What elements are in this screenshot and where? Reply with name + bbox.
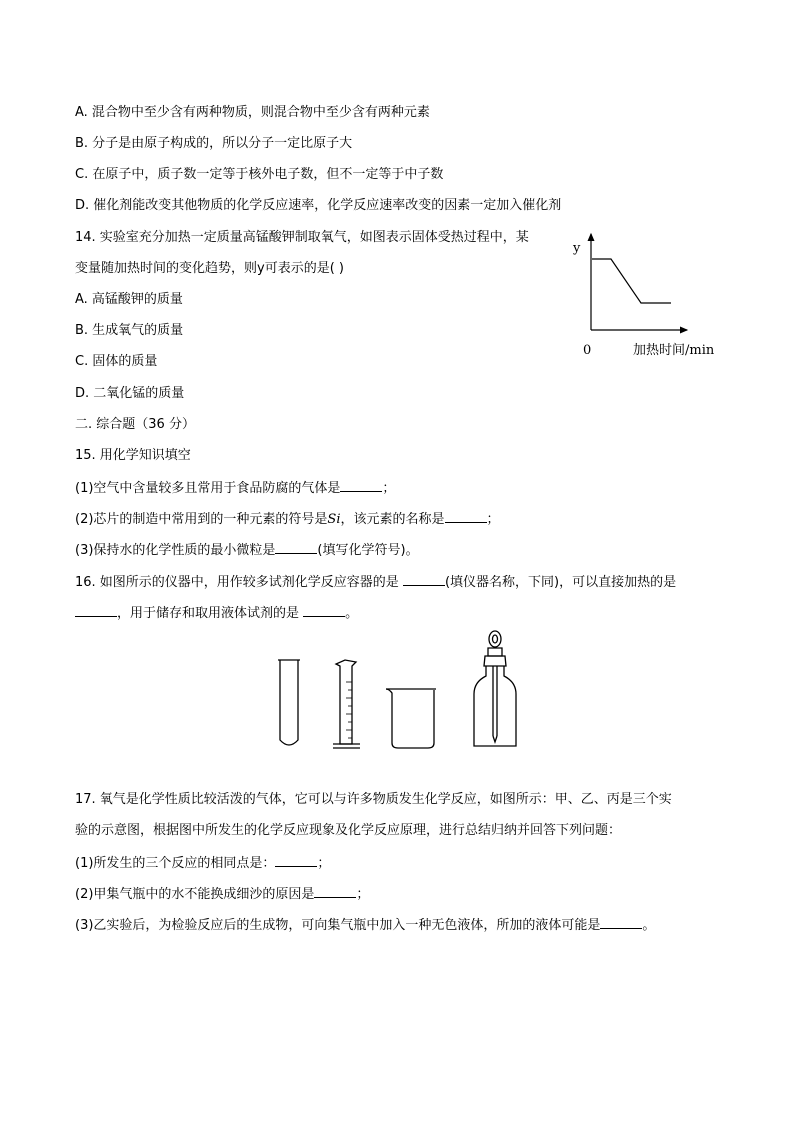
q15-part3-text: (3)保持水的化学性质的最小微粒是 (75, 543, 276, 558)
q16-line1 (75, 573, 676, 591)
q14-option-b: B. 生成氧气的质量 (75, 323, 184, 338)
q17-part3-text: (3)乙实验后，为检验反应后的生成物，可向集气瓶中加入一种无色液体，所加的液体可能是 (75, 918, 601, 933)
q17-part3-end: 。 (642, 918, 656, 933)
q17-part2-text: (2)甲集气瓶中的水不能换成细沙的原因是 (75, 887, 315, 902)
q17-part1-end: ； (317, 856, 331, 871)
x-axis-label: 加热时间/min (633, 343, 715, 358)
answer-blank[interactable] (303, 604, 345, 617)
q15-part1-end: ； (382, 481, 396, 496)
q15-part2 (75, 510, 500, 528)
q17-stem-line2: 验的示意图，根据图中所发生的化学反应现象及化学反应原理，进行总结归纳并回答下列问题： (75, 823, 622, 838)
answer-blank[interactable] (314, 885, 356, 898)
q17-part3 (75, 916, 655, 934)
y-axis-label: y (573, 241, 581, 256)
q17-part1 (75, 854, 330, 872)
q15-part2-text: (2)芯片的制造中常用到的一种元素的符号是 (75, 512, 328, 527)
q17-part2-end: ； (356, 887, 370, 902)
test-tube-image (278, 660, 300, 745)
q15-part3 (75, 541, 419, 559)
q17-stem-line1: 17. 氧气是化学性质比较活泼的气体，它可以与许多物质发生化学反应，如图所示：甲、乙、丙是三个实 (75, 792, 672, 807)
q13-option-d: D. 催化剂能改变其他物质的化学反应速率，化学反应速率改变的因素一定加入催化剂 (75, 198, 562, 213)
answer-blank[interactable] (600, 916, 642, 929)
q13-option-a: A. 混合物中至少含有两种物质，则混合物中至少含有两种元素 (75, 105, 430, 120)
lab-apparatus-figure (270, 626, 530, 754)
origin-label: 0 (583, 343, 592, 358)
answer-blank[interactable] (275, 541, 317, 554)
q14-option-d: D. 二氧化锰的质量 (75, 386, 185, 401)
graph-curve (592, 259, 671, 303)
answer-blank[interactable] (340, 479, 382, 492)
q16-text4: 。 (345, 606, 359, 621)
q15-part2-text2: ，该元素的名称是 (340, 512, 445, 527)
element-symbol: Si (327, 512, 341, 527)
q13-option-b: B. 分子是由原子构成的，所以分子一定比原子大 (75, 136, 353, 151)
answer-blank[interactable] (275, 854, 317, 867)
q16-text3: ，用于储存和取用液体试剂的是 (117, 606, 304, 621)
q13-option-c: C. 在原子中，质子数一定等于核外电子数，但不一定等于中子数 (75, 167, 444, 182)
q14-stem-line1: 14. 实验室充分加热一定质量高锰酸钾制取氧气，如图表示固体受热过程中，某 (75, 230, 529, 245)
q14-graph (565, 228, 730, 360)
q17-part1-text: (1)所发生的三个反应的相同点是： (75, 856, 276, 871)
q15-part1-text: (1)空气中含量较多且常用于食品防腐的气体是 (75, 481, 341, 496)
graduated-cylinder-image (333, 660, 360, 748)
q14-option-c: C. 固体的质量 (75, 354, 158, 369)
q17-part2 (75, 885, 369, 903)
q15-part3-end: (填写化学符号)。 (317, 543, 419, 558)
answer-blank[interactable] (403, 573, 445, 586)
dropper-bottle-image (474, 631, 516, 746)
q14-stem-line2: 变量随加热时间的变化趋势，则y可表示的是( ) (75, 261, 344, 276)
q15-title: 15. 用化学知识填空 (75, 448, 191, 463)
q16-line2 (75, 604, 358, 622)
answer-blank[interactable] (445, 510, 487, 523)
q15-part2-end: ； (486, 512, 500, 527)
q15-part1 (75, 479, 395, 497)
q16-text1: 16. 如图所示的仪器中，用作较多试剂化学反应容器的是 (75, 575, 403, 590)
answer-blank[interactable] (75, 604, 117, 617)
beaker-image (386, 689, 436, 748)
q14-option-a: A. 高锰酸钾的质量 (75, 292, 183, 307)
section-heading: 二. 综合题（36 分） (75, 417, 195, 432)
q16-text2: (填仪器名称，下同)，可以直接加热的是 (444, 575, 677, 590)
